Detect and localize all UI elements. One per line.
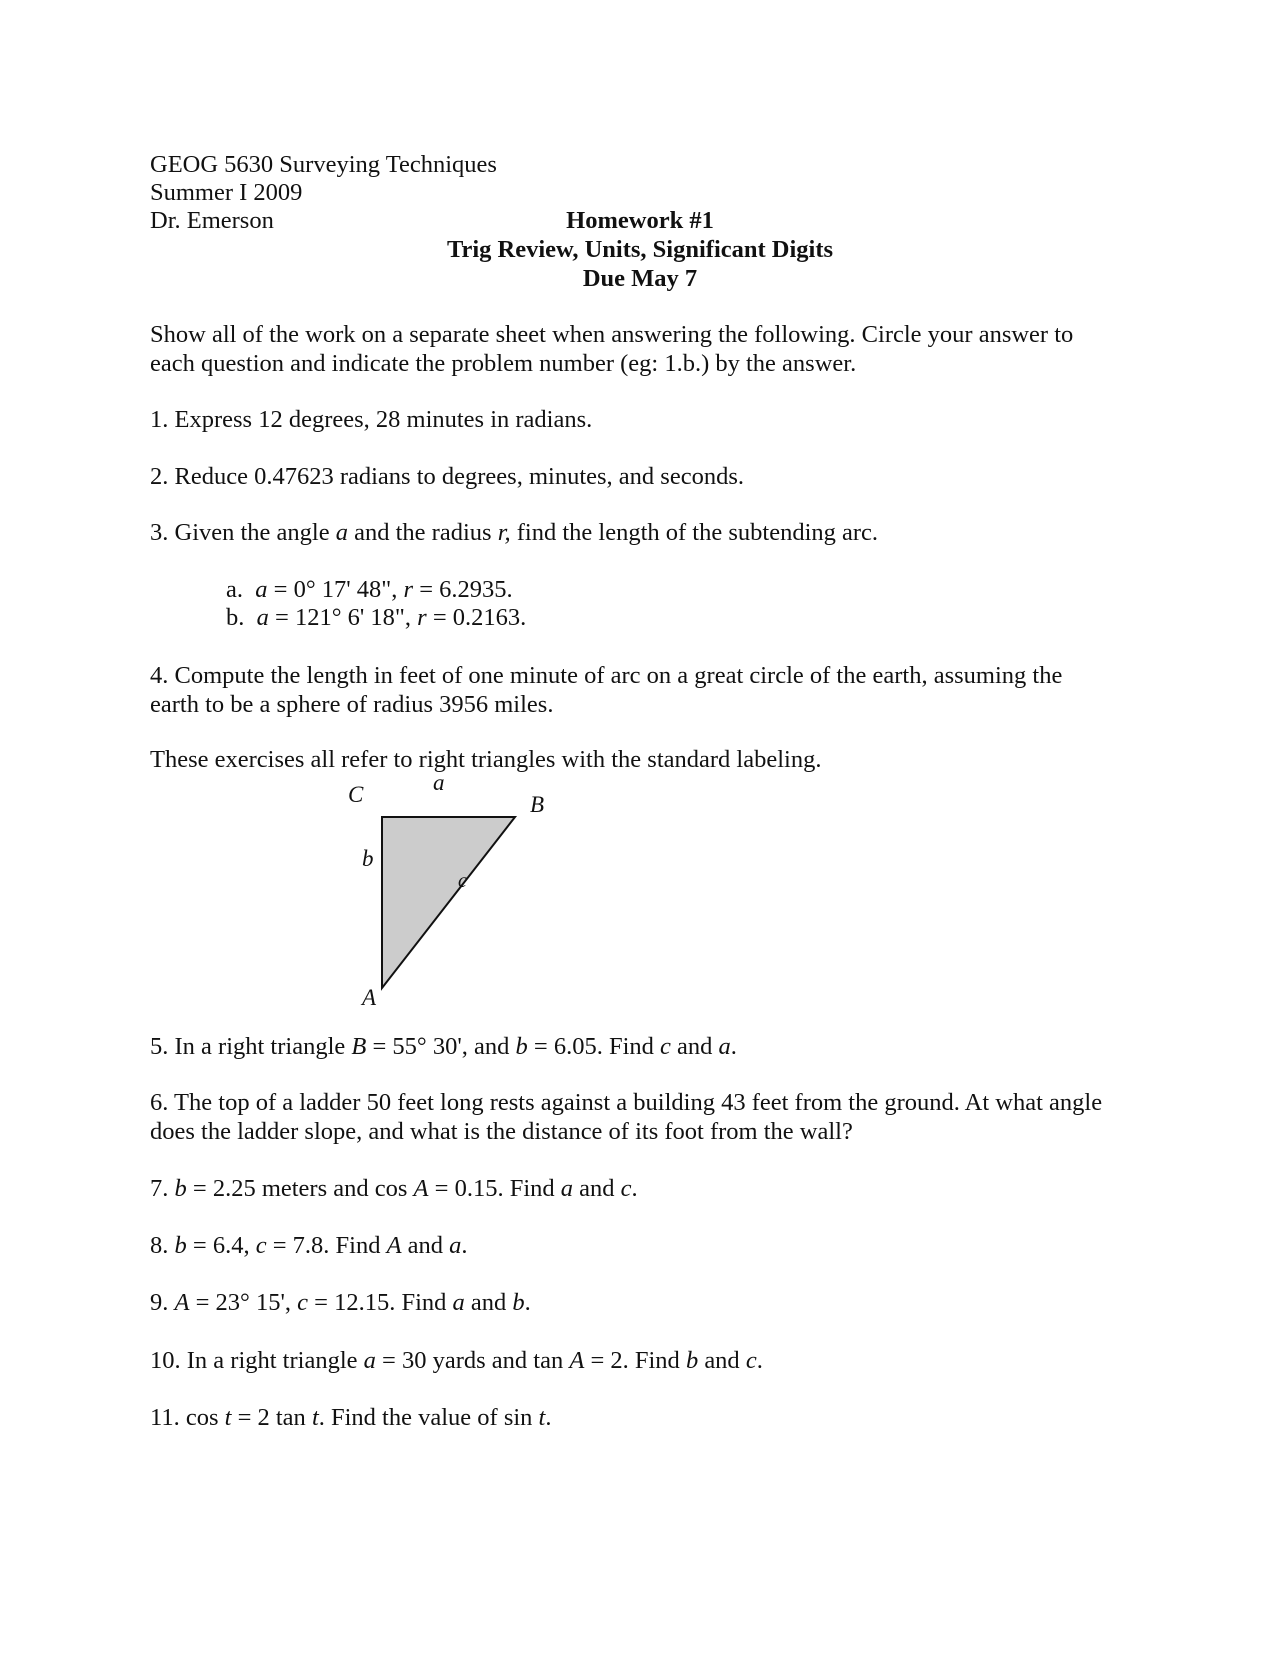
problem-8-var-3: A: [386, 1232, 402, 1259]
problem-9-var-3: a: [452, 1289, 465, 1316]
problem-7: [150, 1174, 638, 1203]
homework-subtitle: Trig Review, Units, Significant Digits: [446, 236, 834, 263]
problem-11-text: 11. cos: [150, 1404, 225, 1431]
problem-11-text-4: .: [545, 1404, 552, 1431]
problem-8-text: 8.: [150, 1232, 175, 1259]
vertex-b-label: B: [530, 792, 545, 817]
problem-7-var-2: A: [413, 1175, 429, 1202]
problem-11: [150, 1403, 551, 1432]
vertex-c-label: C: [348, 782, 364, 807]
problem-4-line-1: 4. Compute the length in feet of one minute of arc on a great circle of the earth, assuming the: [150, 662, 1063, 689]
problem-8: [150, 1231, 468, 1260]
course-title: GEOG 5630 Surveying Techniques: [150, 151, 497, 178]
problem-7-var-4: c: [620, 1175, 632, 1202]
problem-10-var-1: a: [363, 1347, 376, 1374]
problem-3b-eq-r: = 0.2163.: [426, 604, 527, 631]
problem-9-var-1: A: [174, 1289, 190, 1316]
problem-10: [150, 1346, 763, 1375]
problem-3b-var-a: a: [256, 604, 269, 631]
problem-8-var-4: a: [449, 1232, 462, 1259]
problem-9-var-2: c: [297, 1289, 308, 1316]
problem-8-text-5: .: [461, 1232, 468, 1259]
problem-10-text: 10. In a right triangle: [150, 1347, 364, 1374]
problem-3a-var-r: r: [403, 576, 414, 603]
problem-5-text-5: .: [730, 1033, 737, 1060]
problem-4-line-2: earth to be a sphere of radius 3956 miles.: [150, 691, 554, 718]
problem-11-var-1: t: [224, 1404, 232, 1431]
problem-5-var-4: a: [718, 1033, 731, 1060]
term: Summer I 2009: [150, 179, 303, 206]
problem-3-text-3: find the length of the subtending arc.: [510, 519, 879, 546]
problem-11-text-2: = 2 tan: [231, 1404, 312, 1431]
instructor: Dr. Emerson: [150, 207, 274, 234]
problem-8-var-2: c: [255, 1232, 267, 1259]
problem-5: [150, 1032, 737, 1061]
problem-8-var-1: b: [174, 1232, 187, 1259]
problem-7-text: 7.: [150, 1175, 175, 1202]
problem-10-var-2: A: [569, 1347, 585, 1374]
problem-3b-eq-a: = 121° 6' 18",: [268, 604, 418, 631]
problem-11-text-3: . Find the value of sin: [318, 1404, 539, 1431]
problem-10-text-4: and: [698, 1347, 746, 1374]
problem-9: [150, 1288, 531, 1317]
vertex-a-label: A: [362, 985, 377, 1010]
problem-8-text-2: = 6.4,: [186, 1232, 256, 1259]
problem-3-text-2: and the radius: [348, 519, 498, 546]
problem-6-line-2: does the ladder slope, and what is the distance of its foot from the wall?: [150, 1118, 853, 1145]
homework-title: Homework #1: [566, 207, 714, 234]
problem-3: [150, 518, 878, 547]
problem-10-text-2: = 30 yards and tan: [375, 1347, 570, 1374]
problem-8-text-3: = 7.8. Find: [266, 1232, 387, 1259]
problem-5-text-3: = 6.05. Find: [527, 1033, 661, 1060]
problem-1: 1. Express 12 degrees, 28 minutes in radians.: [150, 406, 593, 433]
triangle-shape: [382, 817, 515, 988]
problem-7-text-5: .: [631, 1175, 638, 1202]
problem-10-var-4: c: [745, 1347, 757, 1374]
problem-9-text-5: .: [524, 1289, 531, 1316]
problem-9-var-4: b: [512, 1289, 525, 1316]
problem-7-var-3: a: [560, 1175, 573, 1202]
instructions-line-1: Show all of the work on a separate sheet when answering the following. Circle your answer to: [150, 321, 1074, 348]
side-c-label: c: [458, 870, 467, 892]
problem-8-text-4: and: [401, 1232, 450, 1259]
problem-3a-eq-r: = 6.2935.: [413, 576, 513, 603]
problem-9-text-2: = 23° 15',: [189, 1289, 298, 1316]
problem-3-var-a: a: [335, 519, 348, 546]
problem-2: 2. Reduce 0.47623 radians to degrees, minutes, and seconds.: [150, 463, 744, 490]
problem-10-text-5: .: [756, 1347, 763, 1374]
problem-3b: [226, 603, 526, 632]
problem-11-var-2: t: [311, 1404, 319, 1431]
problem-9-text-4: and: [464, 1289, 513, 1316]
problem-3b-label: b.: [226, 604, 245, 631]
problem-5-text-2: = 55° 30', and: [366, 1033, 516, 1060]
problem-6-line-1: 6. The top of a ladder 50 feet long rests against a building 43 feet from the ground. At what angle: [150, 1089, 1103, 1116]
side-b-label: b: [362, 846, 374, 871]
problem-5-text: 5. In a right triangle: [150, 1033, 352, 1060]
problem-9-text-3: = 12.15. Find: [308, 1289, 453, 1316]
problem-7-text-3: = 0.15. Find: [428, 1175, 561, 1202]
problem-5-var-1: B: [351, 1033, 367, 1060]
problem-10-var-3: b: [685, 1347, 699, 1374]
problem-7-var-1: b: [174, 1175, 187, 1202]
problem-3a: [226, 575, 513, 604]
problem-11-var-3: t: [538, 1404, 546, 1431]
problem-10-text-3: = 2. Find: [584, 1347, 686, 1374]
problem-3a-label: a.: [226, 576, 243, 603]
problem-3a-var-a: a: [255, 576, 268, 603]
problem-5-text-4: and: [670, 1033, 719, 1060]
problem-7-text-2: = 2.25 meters and cos: [186, 1175, 414, 1202]
side-a-label: a: [433, 770, 445, 795]
problem-7-text-4: and: [573, 1175, 621, 1202]
problem-3b-var-r: r: [417, 604, 427, 631]
problem-3-var-r: r,: [497, 519, 511, 546]
right-triangle-figure: [330, 770, 570, 1030]
due-date: Due May 7: [582, 265, 698, 292]
problem-5-var-3: c: [660, 1033, 671, 1060]
instructions-line-2: each question and indicate the problem number (eg: 1.b.) by the answer.: [150, 350, 857, 377]
problem-5-var-2: b: [515, 1033, 528, 1060]
triangles-intro: These exercises all refer to right triangles with the standard labeling.: [150, 746, 822, 773]
problem-3-text: 3. Given the angle: [150, 519, 336, 546]
problem-9-text: 9.: [150, 1289, 175, 1316]
problem-3a-eq-a: = 0° 17' 48",: [267, 576, 404, 603]
